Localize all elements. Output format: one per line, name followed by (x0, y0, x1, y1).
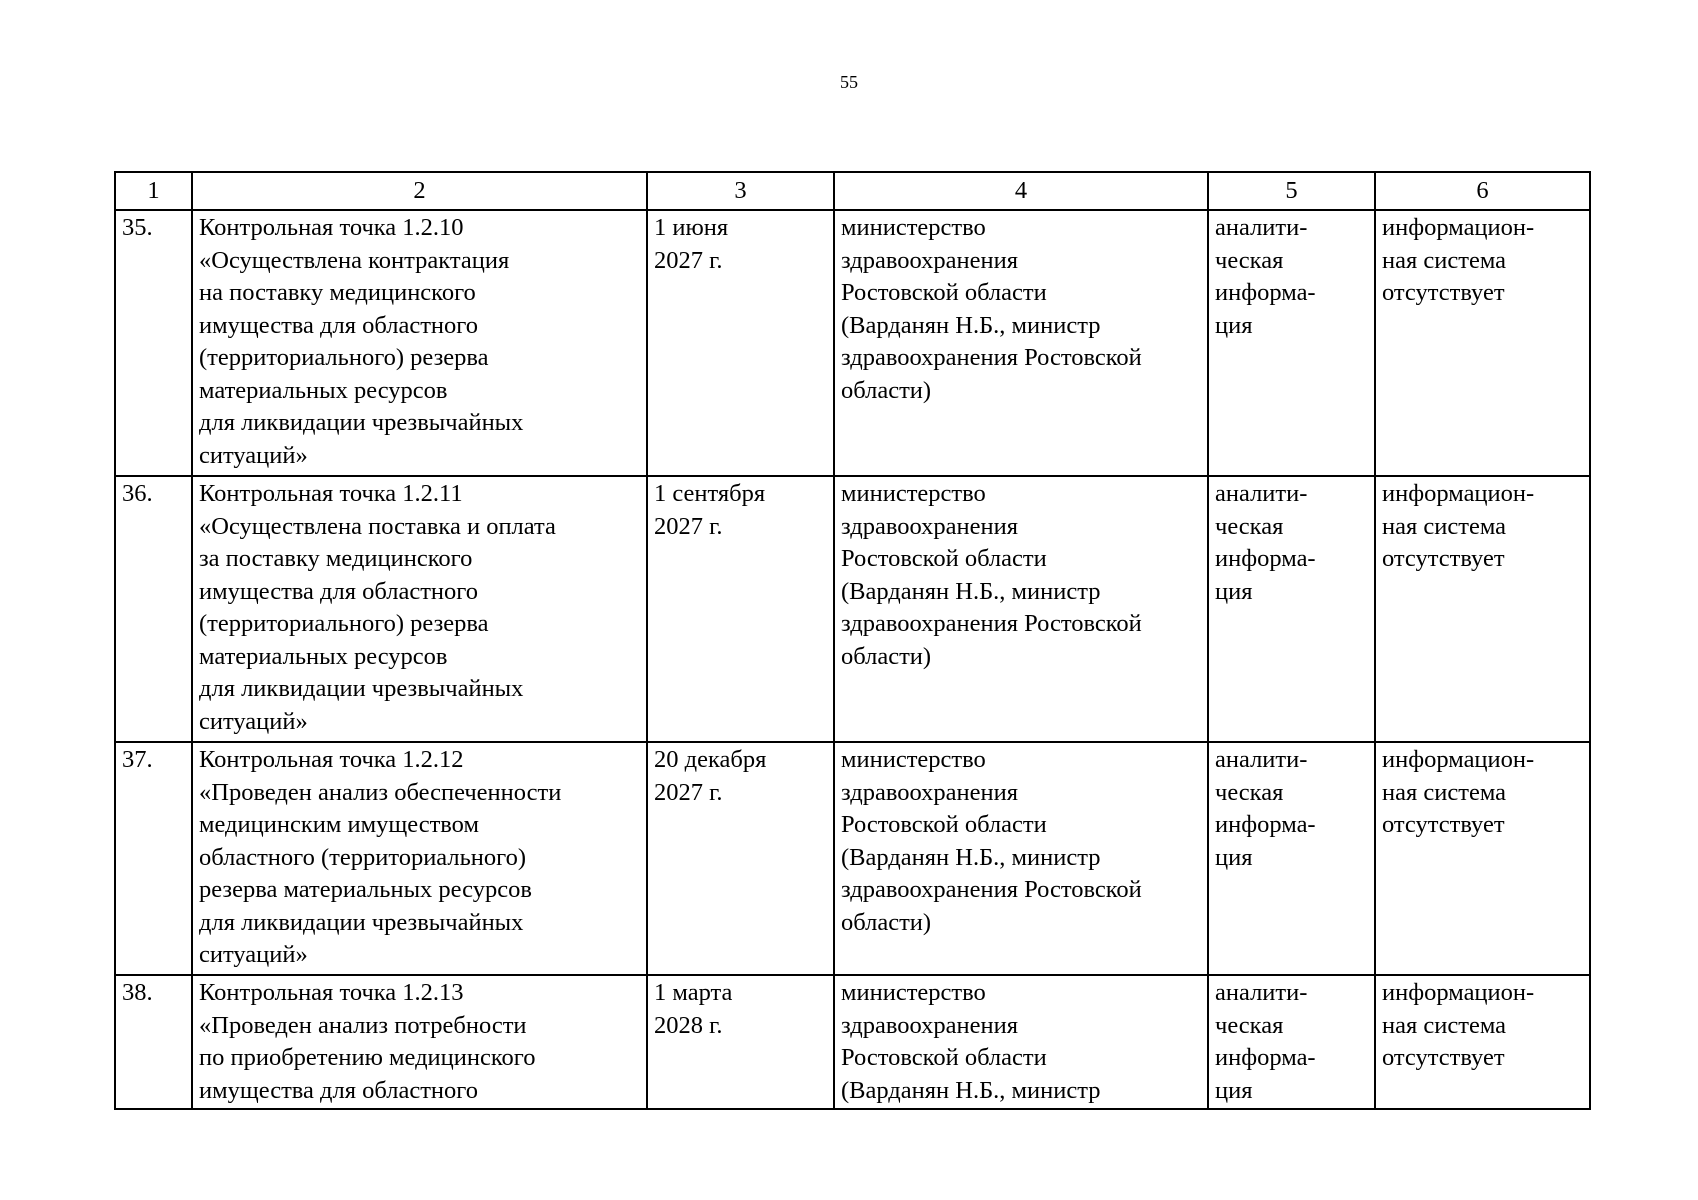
date-cell: 20 декабря 2027 г. (647, 742, 834, 975)
date-cell: 1 сентября 2027 г. (647, 476, 834, 742)
date-cell: 1 марта 2028 г. (647, 975, 834, 1109)
column-header-3: 3 (647, 172, 834, 210)
table-row (115, 742, 1590, 975)
responsible-cell: министерство здравоохранения Ростовской области (Варданян Н.Б., министр здравоохранения Ростовской области) (834, 476, 1208, 742)
info-system-cell: информацион- ная система отсутствует (1375, 742, 1590, 975)
info-system-cell: информацион- ная система отсутствует (1375, 975, 1590, 1109)
column-header-4: 4 (834, 172, 1208, 210)
column-header-1: 1 (115, 172, 192, 210)
row-number-cell: 35. (115, 210, 192, 476)
event-cell: Контрольная точка 1.2.10 «Осуществлена контрактация на поставку медицинского имущества для областного (территориального) резерва материальных ресурсов для ликвидации чрезвычайных ситуаций» (192, 210, 647, 476)
control-points-table (114, 171, 1591, 1110)
column-header-6: 6 (1375, 172, 1590, 210)
info-system-cell: информацион- ная система отсутствует (1375, 476, 1590, 742)
info-system-cell: информацион- ная система отсутствует (1375, 210, 1590, 476)
document-type-cell: аналити- ческая информа- ция (1208, 742, 1375, 975)
row-number-cell: 38. (115, 975, 192, 1109)
date-cell: 1 июня 2027 г. (647, 210, 834, 476)
responsible-cell: министерство здравоохранения Ростовской области (Варданян Н.Б., министр здравоохранения Ростовской области) (834, 742, 1208, 975)
column-header-5: 5 (1208, 172, 1375, 210)
document-type-cell: аналити- ческая информа- ция (1208, 210, 1375, 476)
event-cell: Контрольная точка 1.2.12 «Проведен анализ обеспеченности медицинским имуществом областного (территориального) резерва материальных ресурсов для ликвидации чрезвычайных ситуаций» (192, 742, 647, 975)
responsible-cell: министерство здравоохранения Ростовской области (Варданян Н.Б., министр (834, 975, 1208, 1109)
page-number: 55 (840, 72, 858, 92)
document-type-cell: аналити- ческая информа- ция (1208, 476, 1375, 742)
event-cell: Контрольная точка 1.2.11 «Осуществлена поставка и оплата за поставку медицинского имущества для областного (территориального) резерва материальных ресурсов для ликвидации чрезвычайных ситуаций» (192, 476, 647, 742)
event-cell: Контрольная точка 1.2.13 «Проведен анализ потребности по приобретению медицинского имущества для областного (192, 975, 647, 1109)
table-row (115, 975, 1590, 1109)
row-number-cell: 37. (115, 742, 192, 975)
row-number-cell: 36. (115, 476, 192, 742)
responsible-cell: министерство здравоохранения Ростовской области (Варданян Н.Б., министр здравоохранения Ростовской области) (834, 210, 1208, 476)
column-header-2: 2 (192, 172, 647, 210)
table-row (115, 476, 1590, 742)
table-row (115, 210, 1590, 476)
table-header-row (115, 172, 1590, 210)
document-type-cell: аналити- ческая информа- ция (1208, 975, 1375, 1109)
